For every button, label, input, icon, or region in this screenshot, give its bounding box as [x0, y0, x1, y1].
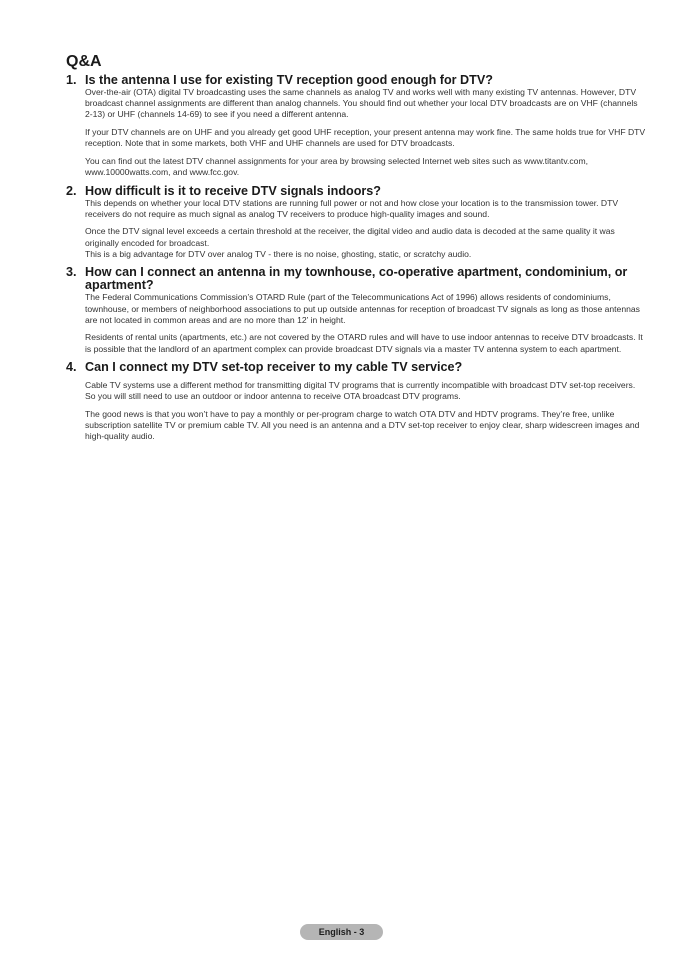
question-text: Can I connect my DTV set-top receiver to my cable TV service?: [85, 360, 463, 375]
answer-paragraph: Residents of rental units (apartments, etc.) are not covered by the OTARD rules and will have to use indoor antennas to receive DTV broadcasts. It is possible that the landlord of an apartment complex can provide broadcast DTV signals via a master TV antenna system to each apartment.: [85, 332, 643, 354]
answer-body: [85, 87, 646, 178]
qa-item-4: [66, 361, 646, 442]
qa-item-2: [66, 185, 646, 260]
page-number-badge: [300, 924, 383, 940]
page-number-label: English - 3: [318, 927, 365, 937]
answer-paragraph: Once the DTV signal level exceeds a certain threshold at the receiver, the digital video and audio data is decoded at the same quality it was originally encoded for broadcast.: [85, 226, 615, 248]
answer-paragraph: If your DTV channels are on UHF and you already get good UHF reception, your present antenna may work fine. The same holds true for VHF DTV reception. Note that in some markets, both VHF and UHF channels are used for DTV broadcasts.: [85, 127, 646, 149]
qa-page: [66, 52, 646, 449]
qa-item-3: [66, 266, 646, 354]
answer-body: [85, 292, 646, 354]
page-title: Q&A: [66, 53, 102, 70]
question-number: 2.: [66, 183, 77, 198]
question-heading: [66, 74, 646, 87]
answer-paragraph: You can find out the latest DTV channel assignments for your area by browsing selected Internet web sites such as www.titantv.com, www.10000watts.com, and www.fcc.gov.: [85, 155, 588, 177]
answer-paragraph: This is a big advantage for DTV over analog TV - there is no noise, ghosting, static, or scratchy audio.: [85, 248, 472, 259]
question-number: 3.: [66, 265, 77, 280]
question-number: 1.: [66, 73, 77, 87]
question-text: How can I connect an antenna in my townhouse, co-operative apartment, condominium, or apartment?: [85, 265, 628, 293]
qa-item-1: [66, 74, 646, 178]
answer-body: [85, 380, 646, 442]
answer-paragraph: Over-the-air (OTA) digital TV broadcasting uses the same channels as analog TV and works well with many existing TV antennas. However, DTV broadcast channel assignments are different than analog channels. You should find out whether your local DTV broadcasts are on VHF (channels 2-13) or UHF (channels 14-69) to see if you need a different antenna.: [85, 87, 638, 120]
answer-paragraph: The Federal Communications Commission’s OTARD Rule (part of the Telecommunications Act of 1996) allows residents of condominiums, townhouse, or members of neighborhood associations to put up outside antennas for reception of broadcast TV signals as long as those antennas are not located in common areas and are no more than 12’ in height.: [85, 292, 640, 325]
question-heading: [66, 361, 646, 374]
answer-paragraph: The good news is that you won’t have to pay a monthly or per-program charge to watch OTA DTV and HDTV programs. They’re free, unlike subscription satellite TV or premium cable TV. All you need is an antenna and a DTV set-top receiver to enjoy clear, sharp widescreen images and high-quality audio.: [85, 408, 640, 442]
answer-paragraph: This depends on whether your local DTV stations are running full power or not and how close your location is to the transmission tower. DTV receivers do not require as much signal as analog TV receivers to produce high-quality images and sound.: [85, 197, 619, 219]
question-number: 4.: [66, 360, 77, 375]
question-text: How difficult is it to receive DTV signals indoors?: [85, 183, 381, 198]
question-heading: [66, 185, 646, 198]
answer-paragraph: Cable TV systems use a different method for transmitting digital TV programs that is currently incompatible with broadcast DTV set-top receivers. So you will still need to use an outdoor or indoor antenna to receive OTA broadcast DTV programs.: [85, 380, 636, 402]
question-text: Is the antenna I use for existing TV reception good enough for DTV?: [85, 73, 493, 87]
answer-body: [85, 198, 646, 260]
question-heading: [66, 266, 646, 292]
